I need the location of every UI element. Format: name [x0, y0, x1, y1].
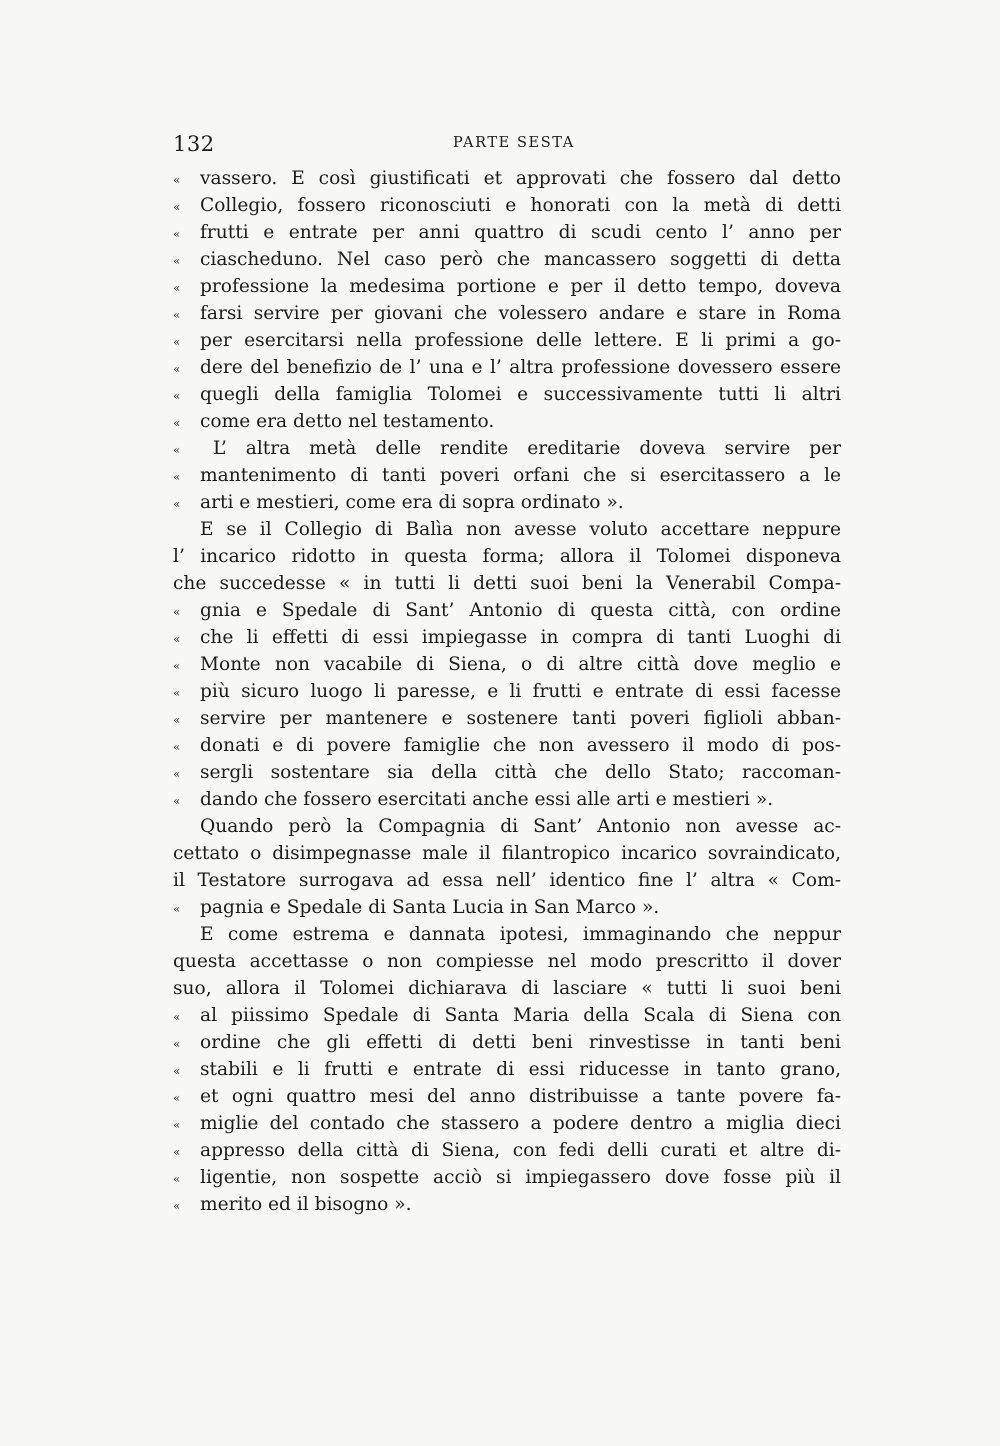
quote-mark: « [173, 632, 181, 646]
line-text: pagnia e Spedale di Santa Lucia in San Marco ». [200, 897, 660, 918]
line-text: ordine che gli effetti di detti beni rinvestisse in tanti beni [200, 1032, 841, 1053]
quote-mark: « [173, 443, 181, 457]
line-text: miglie del contado che stassero a podere dentro a miglia dieci [200, 1113, 841, 1134]
text-line [173, 219, 841, 246]
text-line [173, 381, 841, 408]
text-line [173, 1164, 841, 1191]
quote-mark: « [173, 1037, 181, 1051]
text-line [173, 975, 841, 1002]
text-line [173, 921, 841, 948]
line-text: vassero. E così giustificati et approvati che fossero dal detto [200, 168, 841, 189]
text-line [173, 327, 841, 354]
text-line [173, 246, 841, 273]
line-text: dere del benefizio de l’ una e l’ altra professione dovessero essere [200, 357, 841, 378]
body-text [173, 165, 841, 1218]
quote-mark: « [173, 281, 181, 295]
line-text: che succedesse « in tutti li detti suoi beni la Venerabil Compa- [173, 573, 841, 594]
line-text: per esercitarsi nella professione delle lettere. E li primi a go- [200, 330, 841, 351]
quote-mark: « [173, 659, 181, 673]
text-line [173, 894, 841, 921]
text-line [173, 192, 841, 219]
line-text: suo, allora il Tolomei dichiarava di lasciare « tutti li suoi beni [173, 978, 841, 999]
text-line [173, 1056, 841, 1083]
text-line [173, 516, 841, 543]
quote-mark: « [173, 1091, 181, 1105]
quote-mark: « [173, 794, 181, 808]
quote-mark: « [173, 416, 181, 430]
line-text: et ogni quattro mesi del anno distribuisse a tante povere fa- [200, 1086, 841, 1107]
quote-mark: « [173, 389, 181, 403]
line-text: cettato o disimpegnasse male il filantropico incarico sovraindicato, [173, 843, 841, 864]
line-text: sergli sostentare sia della città che dello Stato; raccoman- [200, 762, 841, 783]
line-text: Collegio, fossero riconosciuti e honorati con la metà di detti [200, 195, 841, 216]
quote-mark: « [173, 1010, 181, 1024]
quote-mark: « [173, 227, 181, 241]
text-line [173, 300, 841, 327]
line-text: farsi servire per giovani che volessero andare e stare in Roma [200, 303, 841, 324]
text-line [173, 1191, 841, 1218]
line-text: Quando però la Compagnia di Sant’ Antonio non avesse ac- [200, 816, 841, 837]
line-text: al piissimo Spedale di Santa Maria della Scala di Siena con [200, 1005, 841, 1026]
line-text: mantenimento di tanti poveri orfani che si esercitassero a le [200, 465, 841, 486]
line-text: ciascheduno. Nel caso però che mancassero soggetti di detta [200, 249, 841, 270]
line-text: l’ incarico ridotto in questa forma; allora il Tolomei disponeva [173, 546, 841, 567]
text-line [173, 948, 841, 975]
running-header-title: PARTE SESTA [453, 135, 575, 151]
line-text: donati e di povere famiglie che non avessero il modo di pos- [200, 735, 841, 756]
text-line [173, 1110, 841, 1137]
line-text: ligentie, non sospette acciò si impiegassero dove fosse più il [200, 1167, 841, 1188]
quote-mark: « [173, 497, 181, 511]
quote-mark: « [173, 605, 181, 619]
text-line [173, 489, 841, 516]
line-text: frutti e entrate per anni quattro di scudi cento l’ anno per [200, 222, 841, 243]
text-line [173, 624, 841, 651]
quote-mark: « [173, 200, 181, 214]
quote-mark: « [173, 1064, 181, 1078]
line-text: E come estrema e dannata ipotesi, immaginando che neppur [200, 924, 841, 945]
line-text: il Testatore surrogava ad essa nell’ identico fine l’ altra « Com- [173, 870, 841, 891]
line-text: gnia e Spedale di Sant’ Antonio di questa città, con ordine [200, 600, 841, 621]
quote-mark: « [173, 335, 181, 349]
quote-mark: « [173, 254, 181, 268]
quote-mark: « [173, 1145, 181, 1159]
text-line [173, 786, 841, 813]
quote-mark: « [173, 173, 181, 187]
text-line [173, 543, 841, 570]
text-line [173, 651, 841, 678]
text-line [173, 408, 841, 435]
text-line [173, 759, 841, 786]
line-text: merito ed il bisogno ». [200, 1194, 412, 1215]
line-text: questa accettasse o non compiesse nel modo prescritto il dover [173, 951, 841, 972]
line-text: appresso della città di Siena, con fedi delli curati et altre di- [200, 1140, 841, 1161]
quote-mark: « [173, 713, 181, 727]
line-text: arti e mestieri, come era di sopra ordinato ». [200, 492, 624, 513]
line-text: dando che fossero esercitati anche essi alle arti e mestieri ». [200, 789, 774, 810]
text-line [173, 597, 841, 624]
line-text: stabili e li frutti e entrate di essi riducesse in tanto grano, [200, 1059, 841, 1080]
page-number: 132 [173, 132, 215, 156]
quote-mark: « [173, 1118, 181, 1132]
line-text: Monte non vacabile di Siena, o di altre città dove meglio e [200, 654, 841, 675]
quote-mark: « [173, 767, 181, 781]
quote-mark: « [173, 308, 181, 322]
text-line [173, 813, 841, 840]
text-line [173, 867, 841, 894]
line-text: E se il Collegio di Balìa non avesse voluto accettare neppure [200, 519, 841, 540]
line-text: servire per mantenere e sostenere tanti poveri figlioli abban- [200, 708, 841, 729]
text-line [173, 435, 841, 462]
text-line [173, 354, 841, 381]
text-line [173, 1002, 841, 1029]
line-text: come era detto nel testamento. [200, 411, 495, 432]
quote-mark: « [173, 740, 181, 754]
text-line [173, 1029, 841, 1056]
text-line [173, 705, 841, 732]
line-text: che li effetti di essi impiegasse in compra di tanti Luoghi di [200, 627, 841, 648]
quote-mark: « [173, 470, 181, 484]
line-text: quegli della famiglia Tolomei e successivamente tutti li altri [200, 384, 841, 405]
text-line [173, 1083, 841, 1110]
text-line [173, 840, 841, 867]
quote-mark: « [173, 1199, 181, 1213]
text-line [173, 273, 841, 300]
text-line [173, 165, 841, 192]
quote-mark: « [173, 902, 181, 916]
quote-mark: « [173, 362, 181, 376]
quote-mark: « [173, 686, 181, 700]
text-line [173, 570, 841, 597]
text-line [173, 732, 841, 759]
text-line [173, 678, 841, 705]
running-head [173, 132, 841, 158]
line-text: L’ altra metà delle rendite ereditarie doveva servire per [213, 438, 841, 459]
quote-mark: « [173, 1172, 181, 1186]
text-line [173, 462, 841, 489]
text-line [173, 1137, 841, 1164]
line-text: professione la medesima portione e per il detto tempo, doveva [200, 276, 841, 297]
line-text: più sicuro luogo li paresse, e li frutti e entrate di essi facesse [200, 681, 841, 702]
